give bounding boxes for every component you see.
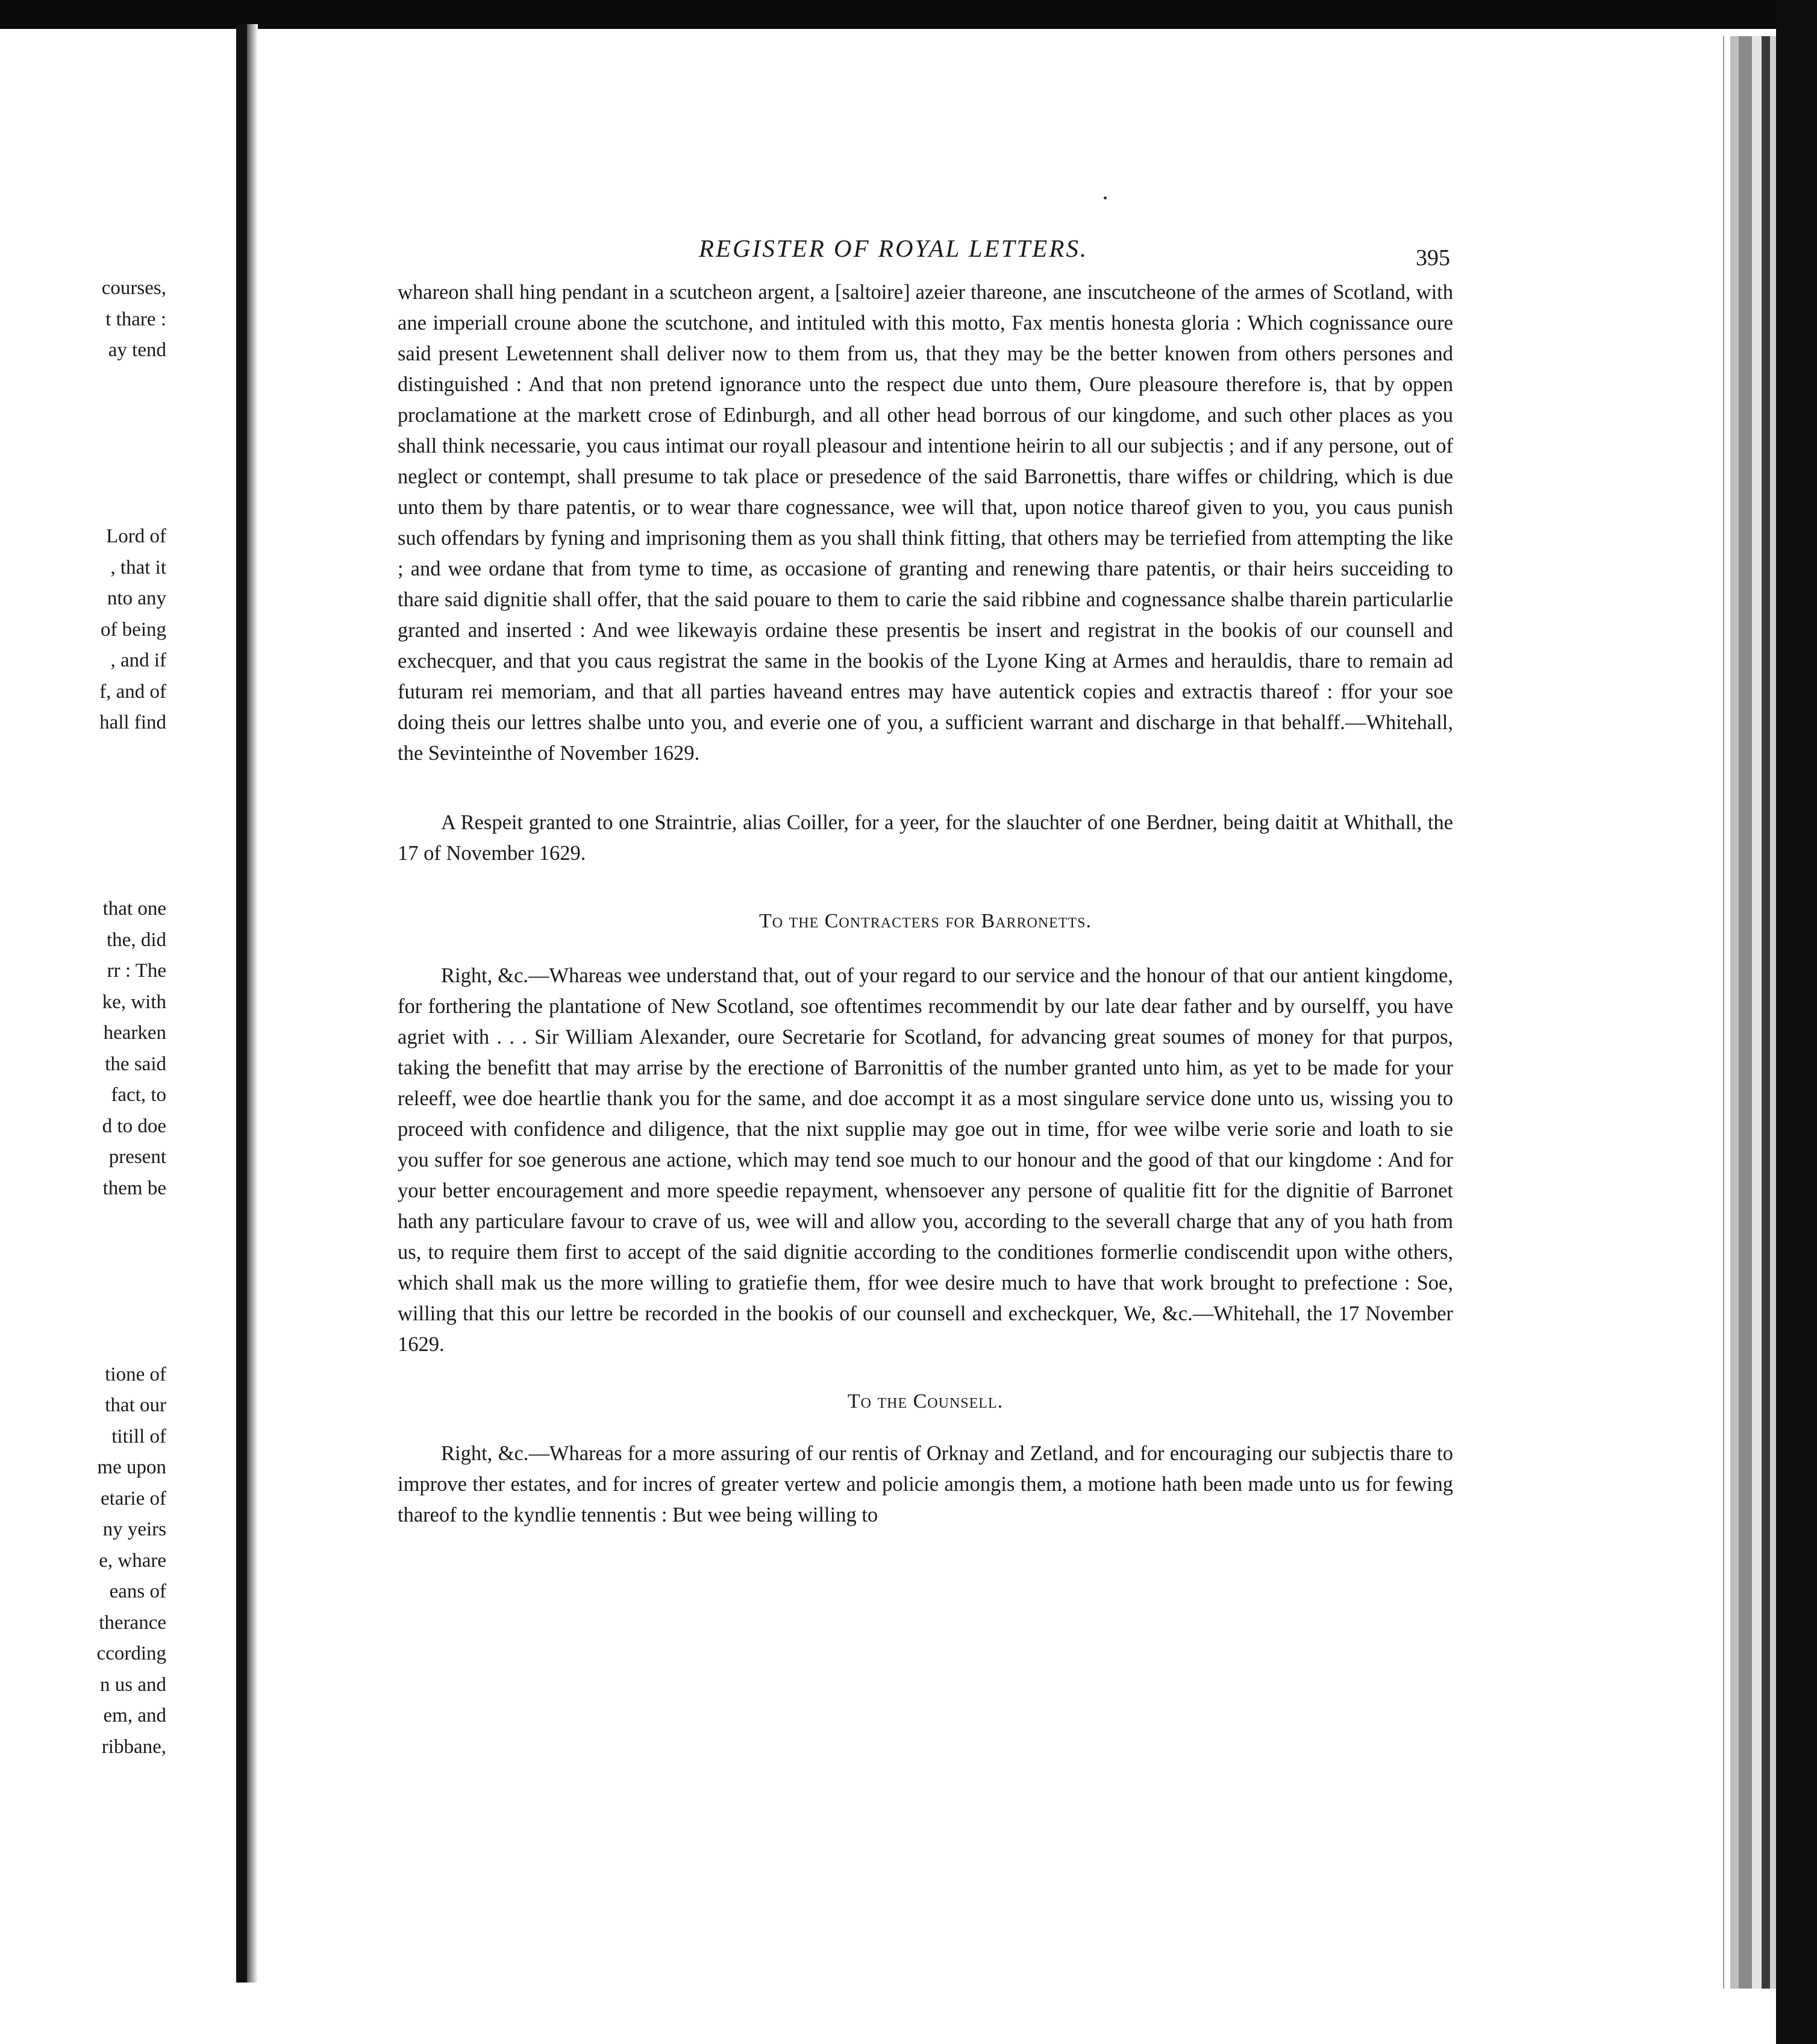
page-edge-strip bbox=[1739, 36, 1752, 1989]
left-page-fragment: me upon bbox=[97, 1456, 166, 1478]
left-page-fragment: ribbane, bbox=[101, 1735, 166, 1758]
running-head: REGISTER OF ROYAL LETTERS. bbox=[699, 234, 1089, 262]
page-body bbox=[398, 277, 1453, 1531]
left-page-fragment: etarie of bbox=[100, 1487, 166, 1509]
heading-contracters: To the Contracters for Barronetts. bbox=[759, 910, 1092, 932]
left-page-fragment: ny yeirs bbox=[102, 1519, 166, 1540]
paragraph-letter-continuation: whareon shall hing pendant in a scutcheon argent, a [saltoire] azeier thareone, ane inscutcheone of the armes of Scotland, with ane imperiall croune abone the scutchone, and intituled with this motto, Fax mentis honesta gloria : Which cognissance oure said present Lewetennent shall deliver now to them from us, that they may be the better knowen from others persones and distinguished : And that non pretend ignorance unto the respect due unto them, Oure pleasoure therefore is, that by oppen proclamatione at the markett crose of Edinburgh, and all other head borrous of our kingdome, and such other places as you shall think necessarie, you caus intimat our royall pleasour and intentione heirin to all our subjectis ; and if any persone, out of neglect or contempt, shall presume to tak place or presedence of the said Barronettis, thare wiffes or childring, which is due unto them by thare patentis, or to wear thare cognessance, wee will that, upon notice thareof given to you, you caus punish such offendars by fyning and imprisoning them as you shall think fitting, that others may be terriefied from attempting the like ; and wee ordane that from tyme to time, as occasione of granting and renewing thare patentis, or thair heirs succeiding to thare said dignitie shall offer, that the said pouare to them to carie the said ribbine and cognessance shalbe tharein particularlie granted and inserted : And wee likewayis ordaine these presentis be insert and registrat in the bookis of our counsell and exchecquer, and that you caus registrat the same in the bookis of the Lyone King at Armes and herauldis, thare to remain ad futuram rei memoriam, and that all parties haveand entres may have autentick copies and extractis thareof : ffor your soe doing theis our lettres shalbe unto you, and everie one of you, a sufficient warrant and discharge in that behalff.—Whitehall, the Sevinteinthe of November 1629. bbox=[398, 281, 1453, 765]
page-edge-line bbox=[1723, 36, 1724, 1989]
left-page-fragment: eans of bbox=[109, 1581, 166, 1602]
left-page-fragment: the, did bbox=[107, 929, 166, 951]
left-page-fragment: hearken bbox=[103, 1022, 166, 1044]
left-page-fragment: courses, bbox=[101, 277, 166, 299]
left-page-fragment: rr : The bbox=[107, 960, 166, 982]
left-page-fragment: ke, with bbox=[102, 991, 166, 1013]
scan-right-border bbox=[1776, 0, 1817, 2044]
left-page-fragment: them be bbox=[102, 1177, 166, 1199]
page-number: 395 bbox=[1416, 245, 1450, 271]
left-page-fragment: the said bbox=[105, 1053, 166, 1075]
page-edge-strip bbox=[1730, 36, 1739, 1989]
book-gutter bbox=[236, 24, 247, 1983]
left-page-fragment: e, whare bbox=[99, 1549, 166, 1572]
left-page-fragment: n us and bbox=[100, 1673, 166, 1696]
scan-top-border bbox=[0, 0, 1817, 29]
paragraph-counsell-letter: Right, &c.—Whareas for a more assuring of our rentis of Orknay and Zetland, and for encouraging our subjectis thare to improve ther estates, and for incres of greater vertew and policie amongis them, a motione hath been made unto us for fewing thareof to the kyndlie tennentis : But wee being willing to bbox=[398, 1442, 1453, 1526]
page-edge-strip bbox=[1770, 36, 1776, 1989]
gutter-shadow bbox=[247, 24, 258, 1983]
left-page-fragment: present bbox=[108, 1146, 166, 1168]
left-page-fragment: t thare : bbox=[105, 308, 166, 330]
left-page-fragment: nto any bbox=[107, 588, 166, 609]
page-edge-strip bbox=[1752, 36, 1762, 1989]
left-page-fragment: f, and of bbox=[99, 680, 166, 703]
left-page-fragment: of being bbox=[100, 618, 166, 641]
left-page-fragment: tione of bbox=[105, 1363, 166, 1385]
left-page-fragment: ay tend bbox=[108, 339, 166, 361]
page-edge-strip bbox=[1762, 36, 1770, 1989]
left-page-fragment: d to doe bbox=[102, 1115, 166, 1137]
left-page-fragment: titill of bbox=[111, 1425, 166, 1447]
left-page-fragment: fact, to bbox=[111, 1084, 166, 1106]
left-page-fragment: Lord of bbox=[106, 525, 166, 547]
left-page-fragment: , that it bbox=[110, 556, 166, 578]
left-page-fragment: that our bbox=[105, 1394, 166, 1416]
left-page-fragment: hall find bbox=[99, 712, 166, 733]
left-page-fragment: ccording bbox=[96, 1643, 166, 1664]
heading-counsell: To the Counsell. bbox=[847, 1390, 1004, 1412]
paragraph-respeit: A Respeit granted to one Straintrie, alias Coiller, for a yeer, for the slauchter of one Berdner, being daitit at Whithall, the 17 of November 1629. bbox=[398, 811, 1453, 865]
left-page-fragment: em, and bbox=[103, 1705, 166, 1726]
paragraph-contracters-letter: Right, &c.—Whareas wee understand that, out of your regard to our service and the honour of that our antient kingdome, for forthering the plantatione of New Scotland, soe oftentimes recommendit by our late dear father and by ourselff, you have agriet with . . . Sir William Alexander, oure Secretarie for Scotland, for advancing great soumes of money for that purpos, taking the benefitt that may arrise by the erectione of Barronittis of the number granted unto him, as yet to be made for your releeff, wee doe heartlie thank you for the same, and doe accompt it as a most singulare service done unto us, wissing you to proceed with confidence and diligence, that the nixt supplie may goe out in time, ffor wee wilbe verie sorie and loath to sie you suffer for soe generous ane actione, which may tend soe much to our honour and the good of that our kingdome : And for your better encouragement and more speedie repayment, whensoever any persone of qualitie fitt for the dignitie of Barronet hath any particulare favour to crave of us, wee will and allow you, according to the severall charge that any of you hath from us, to require them first to accept of the said dignitie according to the conditiones formerlie condiscendit upon withe others, which shall mak us the more willing to gratiefie them, ffor wee desire much to have that work brought to prefectione : Soe, willing that this our lettre be recorded in the bookis of our counsell and excheckquer, We, &c.—Whitehall, the 17 November 1629. bbox=[398, 964, 1453, 1356]
left-page-fragment: therance bbox=[99, 1611, 166, 1634]
left-page-fragment: , and if bbox=[110, 650, 166, 671]
print-speck bbox=[1104, 196, 1107, 199]
left-page-fragment: that one bbox=[102, 898, 166, 920]
